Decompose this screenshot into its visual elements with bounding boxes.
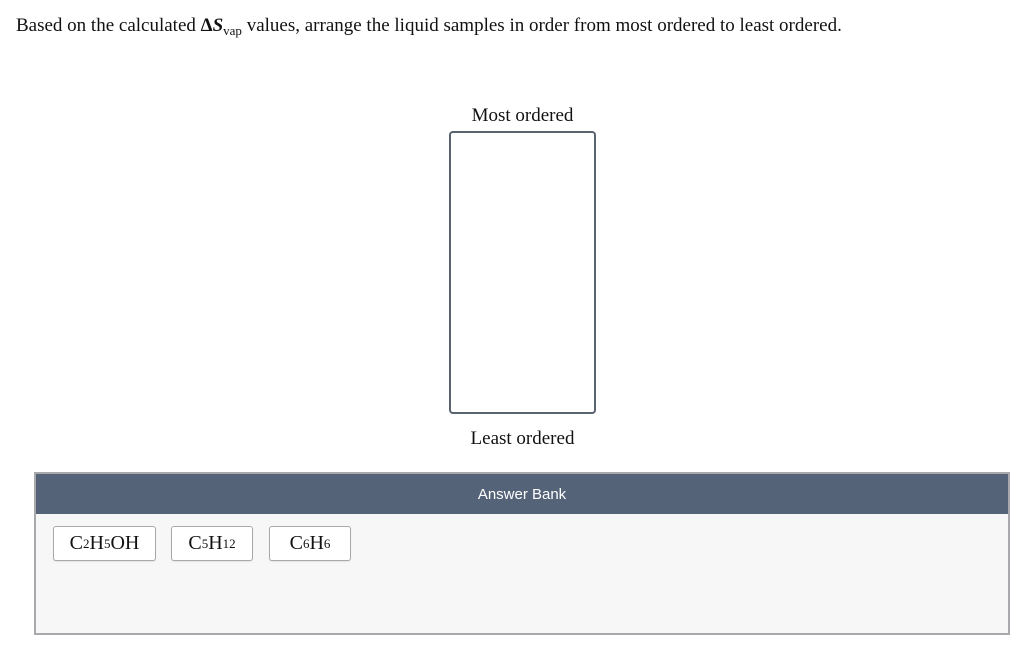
answer-bank-items <box>36 514 1008 633</box>
chip-ethanol[interactable]: C 2 H 5 OH <box>53 526 156 561</box>
question-text <box>16 14 842 38</box>
entropy-letter: S <box>212 15 224 36</box>
most-ordered-label: Most ordered <box>471 105 574 126</box>
question-prefix: Based on the calculated <box>16 15 201 36</box>
ranking-drop-zone[interactable] <box>449 131 596 414</box>
delta-symbol: Δ <box>200 15 213 36</box>
chip-pentane[interactable]: C 5 H 12 <box>171 526 253 561</box>
question-suffix: values, arrange the liquid samples in order from most ordered to least ordered. <box>241 15 842 36</box>
answer-bank-header: Answer Bank <box>36 474 1008 514</box>
chip-text: OH <box>110 532 140 554</box>
entropy-symbol <box>213 15 242 36</box>
chip-benzene[interactable]: C 6 H 6 <box>269 526 351 561</box>
least-ordered-label: Least ordered <box>470 428 575 449</box>
chip-text: C <box>69 532 83 554</box>
chip-text: C <box>289 532 303 554</box>
chip-text: C <box>188 532 202 554</box>
chip-text: H <box>309 532 324 554</box>
answer-bank <box>34 472 1010 635</box>
chip-text: H <box>89 532 104 554</box>
chip-text: H <box>208 532 223 554</box>
vap-subscript: vap <box>223 23 242 38</box>
